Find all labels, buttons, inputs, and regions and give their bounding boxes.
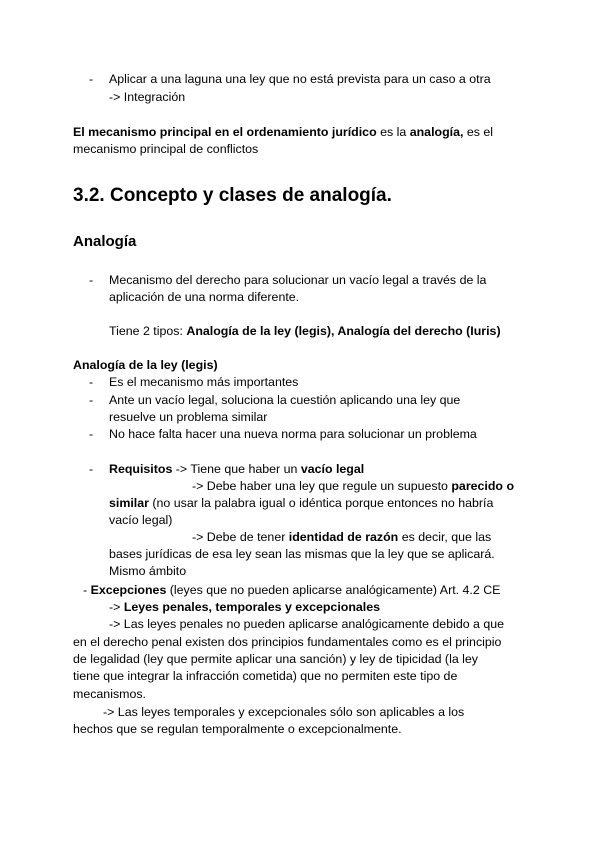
penal-paragraph-line-5: mecanismos. — [73, 687, 146, 701]
temporal-paragraph-line-2: hechos que se regulan temporalmente o excepcionalmente. — [73, 722, 402, 736]
mechanism-paragraph-line-1: El mecanismo principal en el ordenamiento jurídico es la analogía, es el — [73, 125, 494, 139]
penal-paragraph-line-4: tiene que integrar la infracción cometida) que no permiten este tipo de — [73, 669, 458, 683]
analogia-definition-line-2: aplicación de una norma diferente. — [109, 290, 300, 304]
penal-paragraph-line-3: de legalidad (ley que permite aplicar una sanción) y ley de tipicidad (la ley — [73, 652, 478, 666]
analogia-definition-line-1: Mecanismo del derecho para solucionar un vacío legal a través de la — [109, 273, 487, 287]
requisitos-line-5: -> Debe de tener identidad de razón es decir, que las — [192, 530, 492, 544]
bullet-dash: - — [89, 273, 94, 287]
legis-item-2-cont: resuelve un problema similar — [109, 410, 268, 424]
integration-line-2: -> Integración — [109, 90, 186, 104]
requisitos-line-6: bases jurídicas de esa ley sean las mismas que la ley que se aplicará. — [109, 547, 495, 561]
legis-item-2: Ante un vacío legal, soluciona la cuestión aplicando una ley que — [109, 393, 461, 407]
analogia-subheading: Analogía — [73, 233, 137, 250]
integration-line-1: Aplicar a una laguna una ley que no está prevista para un caso a otra — [109, 72, 491, 86]
bullet-dash: - — [89, 462, 94, 476]
mechanism-paragraph-line-2: mecanismo principal de conflictos — [73, 142, 259, 156]
temporal-paragraph-line-1: -> Las leyes temporales y excepcionales sólo son aplicables a los — [103, 705, 465, 719]
requisitos-line-4: vacío legal) — [109, 513, 173, 527]
penal-paragraph-line-2: en el derecho penal existen dos principios fundamentales como es el principio — [73, 635, 502, 649]
requisitos-line-7: Mismo ámbito — [109, 564, 187, 578]
excepciones-line: - Excepciones (leyes que no pueden aplicarse analógicamente) Art. 4.2 CE — [83, 583, 501, 597]
bullet-dash: - — [89, 427, 94, 441]
excepciones-laws: -> Leyes penales, temporales y excepcionales — [109, 600, 381, 614]
legis-item-1: Es el mecanismo más importantes — [109, 375, 299, 389]
requisitos-line-1: Requisitos -> Tiene que haber un vacío legal — [109, 462, 365, 476]
penal-paragraph-line-1: -> Las leyes penales no pueden aplicarse analógicamente debido a que — [109, 617, 505, 631]
bullet-dash: - — [89, 72, 94, 86]
legis-item-3: No hace falta hacer una nueva norma para solucionar un problema — [109, 427, 477, 441]
bullet-dash: - — [89, 393, 94, 407]
analogia-types: Tiene 2 tipos: Analogía de la ley (legis), Analogía del derecho (Iuris) — [109, 324, 501, 338]
legis-title: Analogía de la ley (legis) — [73, 358, 218, 372]
section-heading: 3.2. Concepto y clases de analogía. — [73, 185, 392, 206]
requisitos-line-3: similar (no usar la palabra igual o idéntica porque entonces no habría — [109, 496, 494, 510]
requisitos-line-2: -> Debe haber una ley que regule un supuesto parecido o — [192, 479, 515, 493]
bullet-dash: - — [89, 375, 94, 389]
